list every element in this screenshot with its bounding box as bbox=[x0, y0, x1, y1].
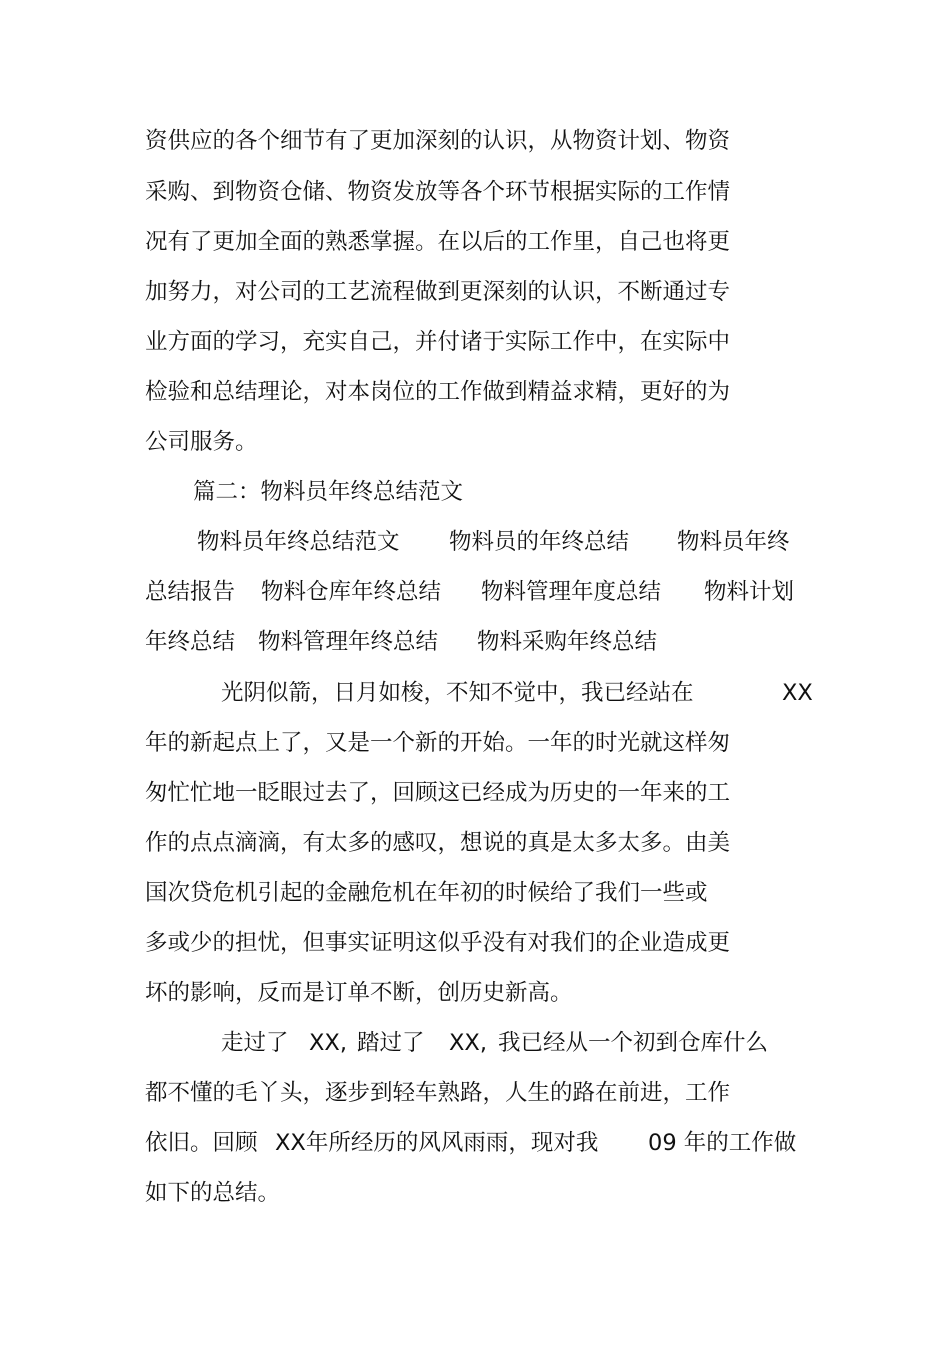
text-segment: XX年所经历的风风雨雨，现对我 bbox=[275, 1130, 599, 1156]
body-text-line: 多或少的担忧，但事实证明这似乎没有对我们的企业造成更 bbox=[145, 930, 731, 956]
keyword: 年终总结 bbox=[145, 629, 236, 655]
body-text-line: 采购、到物资仓储、物资发放等各个环节根据实际的工作情 bbox=[145, 179, 731, 205]
body-text-line: 如下的总结。 bbox=[145, 1180, 281, 1206]
text-segment: 踏过了 bbox=[357, 1030, 425, 1056]
keyword: 物料员的年终总结 bbox=[449, 529, 630, 555]
keyword: 物料管理年度总结 bbox=[481, 579, 662, 605]
keyword: 总结报告 bbox=[145, 579, 236, 605]
keyword: 物料管理年终总结 bbox=[258, 629, 439, 655]
text-segment: 09 年的工作做 bbox=[648, 1130, 797, 1156]
keyword: 物料员年终 bbox=[677, 529, 790, 555]
section-heading: 篇二：物料员年终总结范文 bbox=[193, 479, 464, 505]
body-text-line: 业方面的学习，充实自己，并付诸于实际工作中，在实际中 bbox=[145, 329, 731, 355]
body-text-line: 公司服务。 bbox=[145, 429, 258, 455]
text-segment: 光阴似箭，日月如梭，不知不觉中，我已经站在 bbox=[221, 680, 694, 706]
text-segment: XX bbox=[782, 680, 813, 706]
body-text-line: 作的点点滴滴，有太多的感叹，想说的真是太多太多。由美 bbox=[145, 830, 731, 856]
body-text-line: 匆忙忙地一眨眼过去了，回顾这已经成为历史的一年来的工 bbox=[145, 780, 731, 806]
body-text-line: 加努力，对公司的工艺流程做到更深刻的认识，不断通过专 bbox=[145, 279, 731, 305]
text-segment: 我已经从一个初到仓库什么 bbox=[498, 1030, 769, 1056]
body-text-line: 年的新起点上了，又是一个新的开始。一年的时光就这样匆 bbox=[145, 730, 731, 756]
keyword: 物料计划 bbox=[704, 579, 795, 605]
body-text-line bbox=[0, 678, 950, 708]
keyword-row bbox=[0, 577, 950, 607]
text-segment: 走过了 bbox=[221, 1030, 289, 1056]
body-text-line: 都不懂的毛丫头，逐步到轻车熟路，人生的路在前进，工作 bbox=[145, 1080, 731, 1106]
body-text-line: 况有了更加全面的熟悉掌握。在以后的工作里，自己也将更 bbox=[145, 229, 731, 255]
body-text-line: 检验和总结理论，对本岗位的工作做到精益求精，更好的为 bbox=[145, 379, 731, 405]
body-text-line bbox=[0, 1128, 950, 1158]
keyword: 物料员年终总结范文 bbox=[197, 529, 400, 555]
text-segment: XX, bbox=[449, 1030, 487, 1056]
keyword-row bbox=[0, 627, 950, 657]
body-text-line: 国次贷危机引起的金融危机在年初的时候给了我们一些或 bbox=[145, 880, 708, 906]
text-segment: XX, bbox=[309, 1030, 347, 1056]
keyword: 物料仓库年终总结 bbox=[261, 579, 442, 605]
body-text-line bbox=[0, 1028, 950, 1058]
keyword-row bbox=[0, 527, 950, 557]
text-segment: 依旧。回顾 bbox=[145, 1130, 258, 1156]
body-text-line: 坏的影响，反而是订单不断，创历史新高。 bbox=[145, 980, 573, 1006]
keyword: 物料采购年终总结 bbox=[477, 629, 658, 655]
body-text-line: 资供应的各个细节有了更加深刻的认识，从物资计划、物资 bbox=[145, 128, 731, 154]
